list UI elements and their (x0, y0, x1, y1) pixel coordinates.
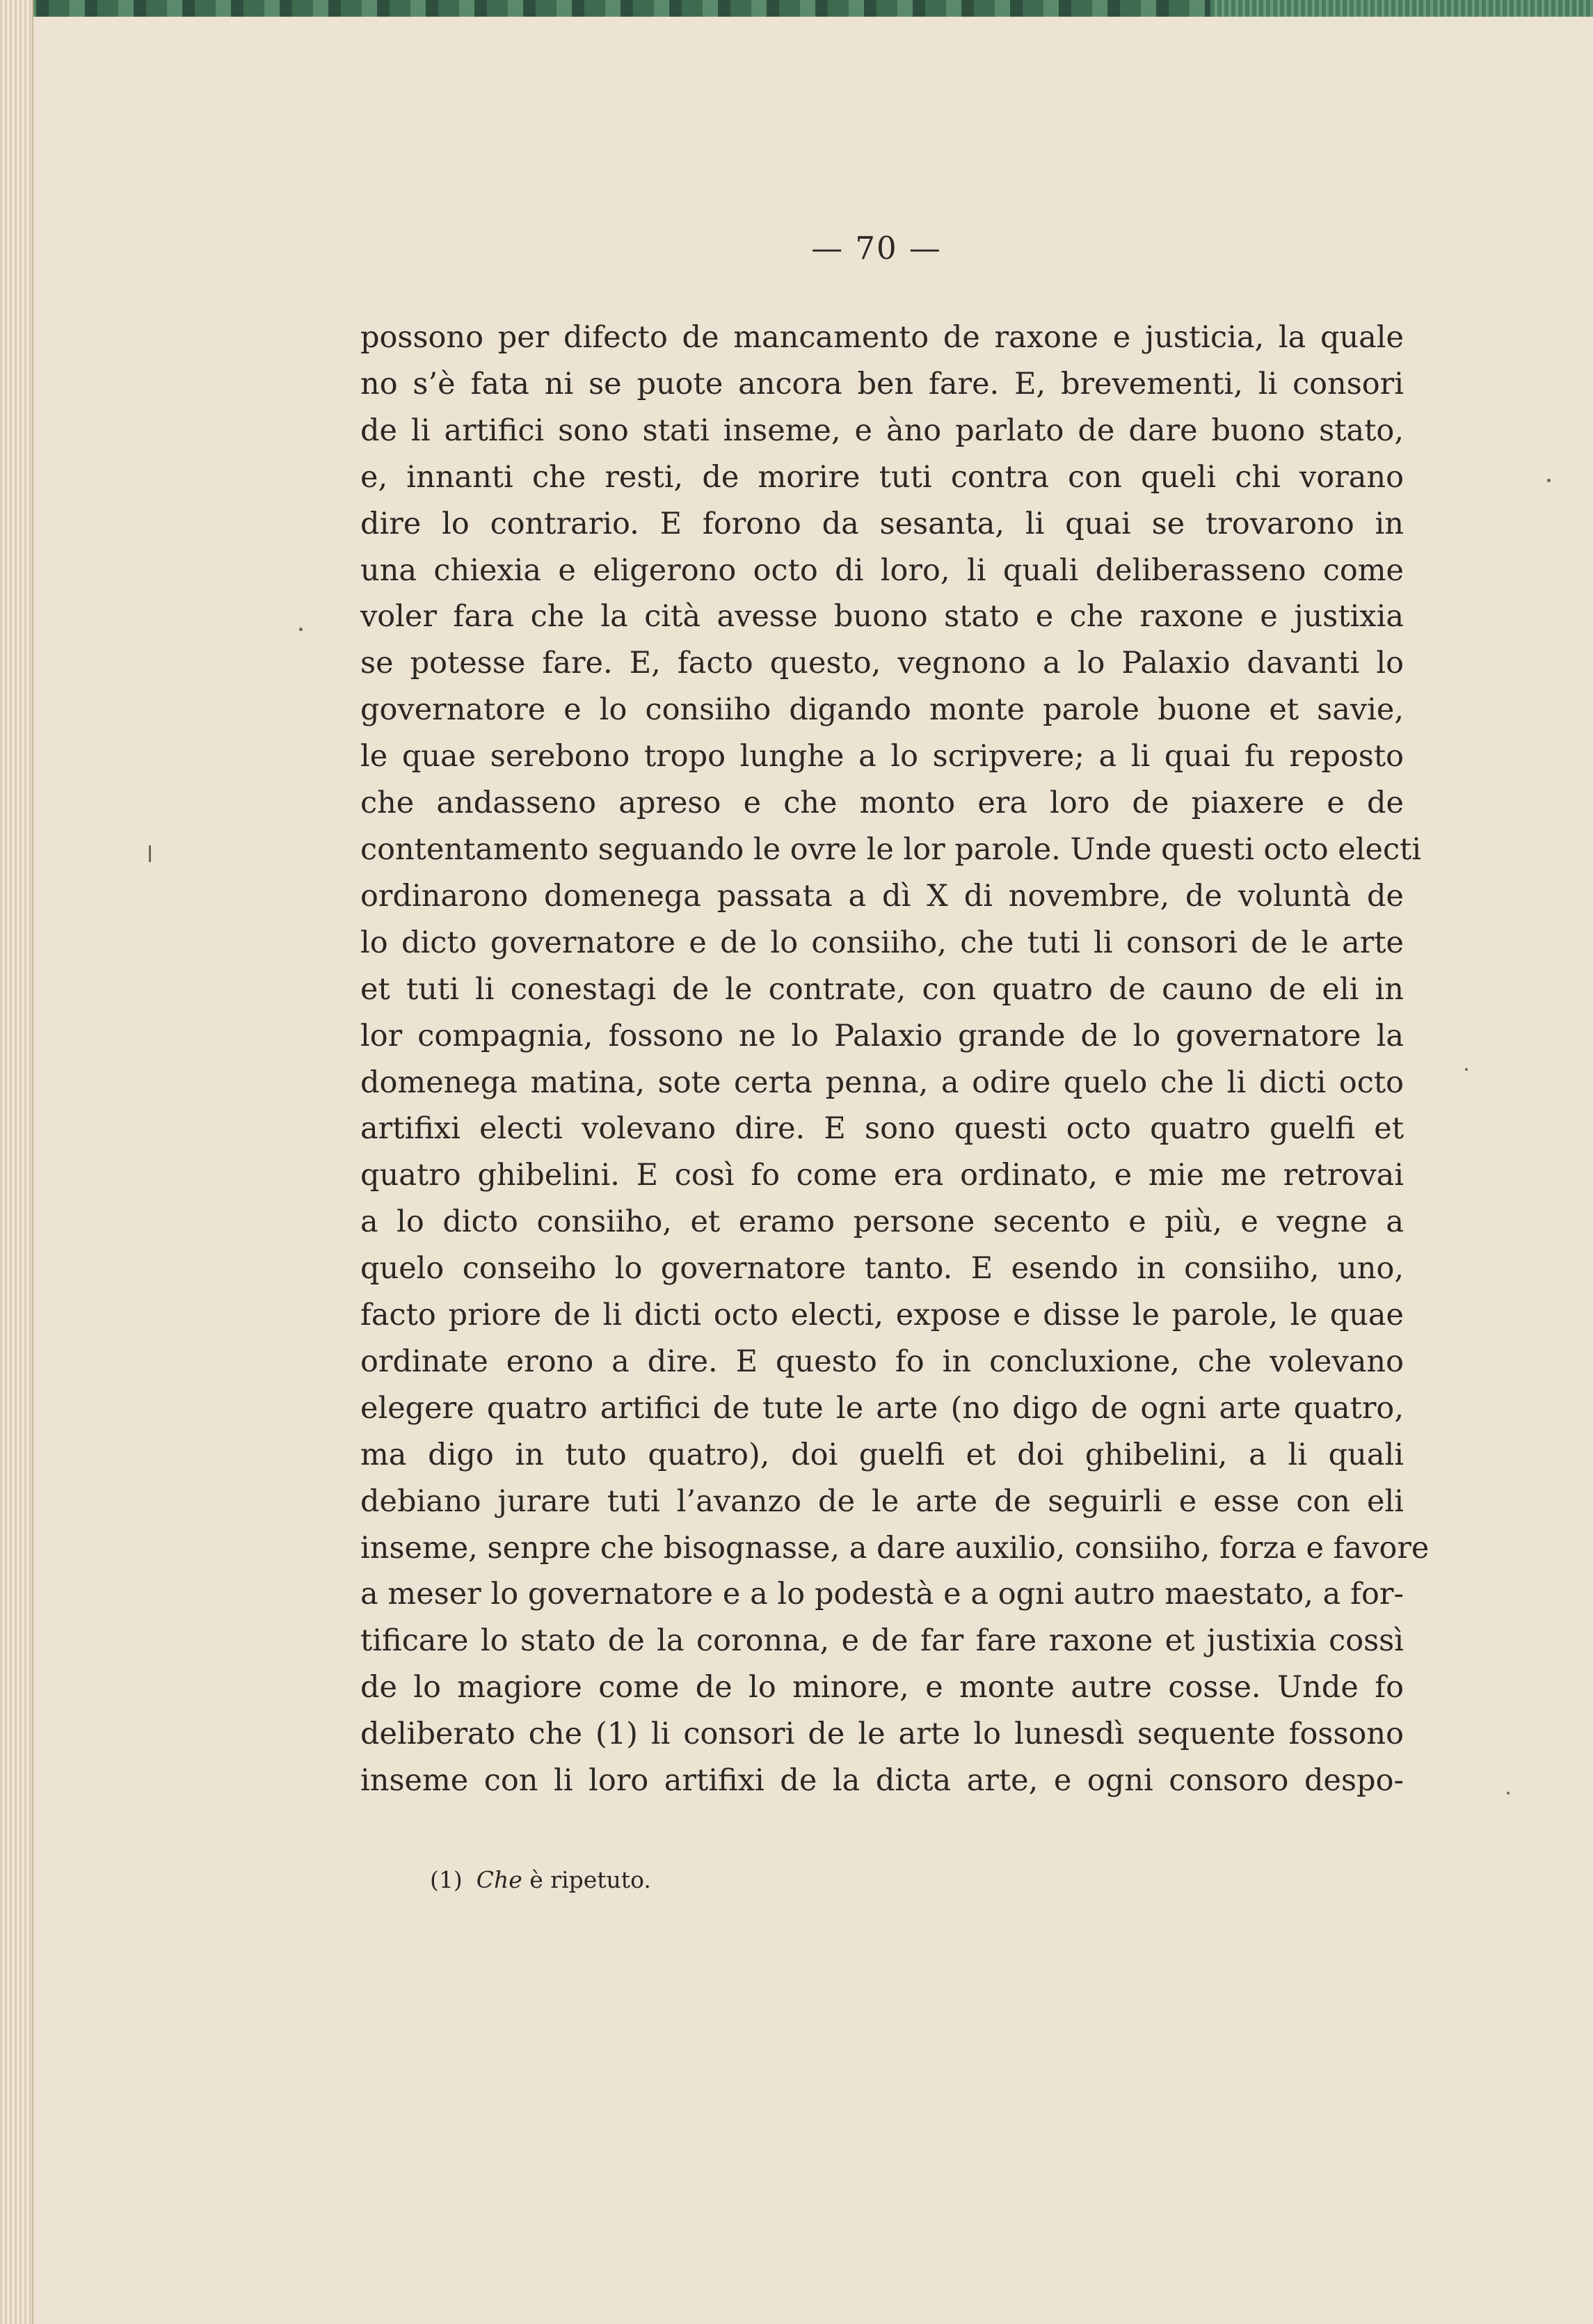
page-speck (1507, 1792, 1510, 1794)
text-line: ordinate erono a dire. E questo fo in concluxione, che volevano (360, 1344, 1404, 1379)
text-line: quatro ghibelini. E così fo come era ordinato, e mie me retrovai (360, 1158, 1404, 1193)
text-line: lor compagnia, fossono ne lo Palaxio grande de lo governatore la (360, 1018, 1404, 1053)
text-line: facto priore de li dicti octo electi, expose e disse le parole, le quae (360, 1298, 1404, 1333)
text-line: possono per difecto de mancamento de raxone e justicia, la quale (360, 320, 1404, 355)
text-line: no s’è fata ni se puote ancora ben fare. E, brevementi, li consori (360, 366, 1404, 401)
text-line: elegere quatro artifici de tute le arte (no digo de ogni arte quatro, (360, 1390, 1404, 1426)
page-speck (149, 845, 151, 862)
text-line: deliberato che (1) li consori de le arte lo lunesdì sequente fossono (360, 1717, 1404, 1752)
text-line: le quae serebono tropo lunghe a lo scripvere; a li quai fu reposto (360, 739, 1404, 774)
footnote-italic-word: Che (476, 1866, 522, 1893)
text-line: voler fara che la cità avesse buono stato e che raxone e justixia (360, 599, 1404, 635)
book-page-stack-edge (0, 0, 32, 2324)
page-number: — 70 — (811, 230, 942, 266)
text-line: e, innanti che resti, de morire tuti contra con queli chi vorano (360, 459, 1404, 495)
page-speck (1547, 479, 1551, 482)
text-line: artifixi electi volevano dire. E sono questi octo quatro guelfi et (360, 1111, 1404, 1147)
text-line: quelo conseiho lo governatore tanto. E esendo in consiiho, uno, (360, 1251, 1404, 1287)
text-line: inseme, senpre che bisognasse, a dare auxilio, consiiho, forza e favore (360, 1530, 1430, 1566)
footnote-text: è ripetuto. (522, 1866, 651, 1893)
text-line: ma digo in tuto quatro), doi guelfi et doi ghibelini, a li quali (360, 1437, 1404, 1472)
text-line: che andasseno apreso e che monto era loro de piaxere e de (360, 786, 1404, 821)
text-line: debiano jurare tuti l’avanzo de le arte de seguirli e esse con eli (360, 1483, 1404, 1519)
page-speck (299, 628, 303, 631)
text-line: et tuti li conestagi de le contrate, con quatro de cauno de eli in (360, 971, 1404, 1007)
text-line: ordinarono domenega passata a dì X di novembre, de voluntà de (360, 878, 1404, 914)
text-line: governatore e lo consiiho digando monte parole buone et savie, (360, 692, 1404, 728)
text-line: dire lo contrario. E forono da sesanta, li quai se trovarono in (360, 506, 1404, 541)
text-line: a meser lo governatore e a lo podestà e a ogni autro maestato, a for- (360, 1577, 1404, 1612)
text-line: de lo magiore come de lo minore, e monte autre cosse. Unde fo (360, 1670, 1404, 1705)
text-line: inseme con li loro artifixi de la dicta arte, e ogni consoro despo- (360, 1763, 1404, 1799)
text-line: lo dicto governatore e de lo consiiho, che tuti li consori de le arte (360, 925, 1404, 960)
footnote (430, 1866, 651, 1893)
text-line: a lo dicto consiiho, et eramo persone secento e più, e vegne a (360, 1204, 1404, 1240)
text-line: se potesse fare. E, facto questo, vegnono a lo Palaxio davanti lo (360, 646, 1404, 681)
text-line: contentamento seguando le ovre le lor parole. Unde questi octo electi (360, 831, 1422, 867)
text-line: una chiexia e eligerono octo di loro, li quali deliberasseno come (360, 552, 1404, 588)
footnote-label: (1) (430, 1866, 463, 1893)
text-line: domenega matina, sote certa penna, a odire quelo che li dicti octo (360, 1065, 1404, 1100)
text-line: de li artifici sono stati inseme, e àno parlato de dare buono stato, (360, 413, 1404, 448)
page-speck (1465, 1068, 1468, 1071)
body-text (360, 315, 1430, 1804)
book-top-edge-cloth (1210, 0, 1593, 17)
text-line: tificare lo stato de la coronna, e de far fare raxone et justixia cossì (360, 1623, 1404, 1659)
